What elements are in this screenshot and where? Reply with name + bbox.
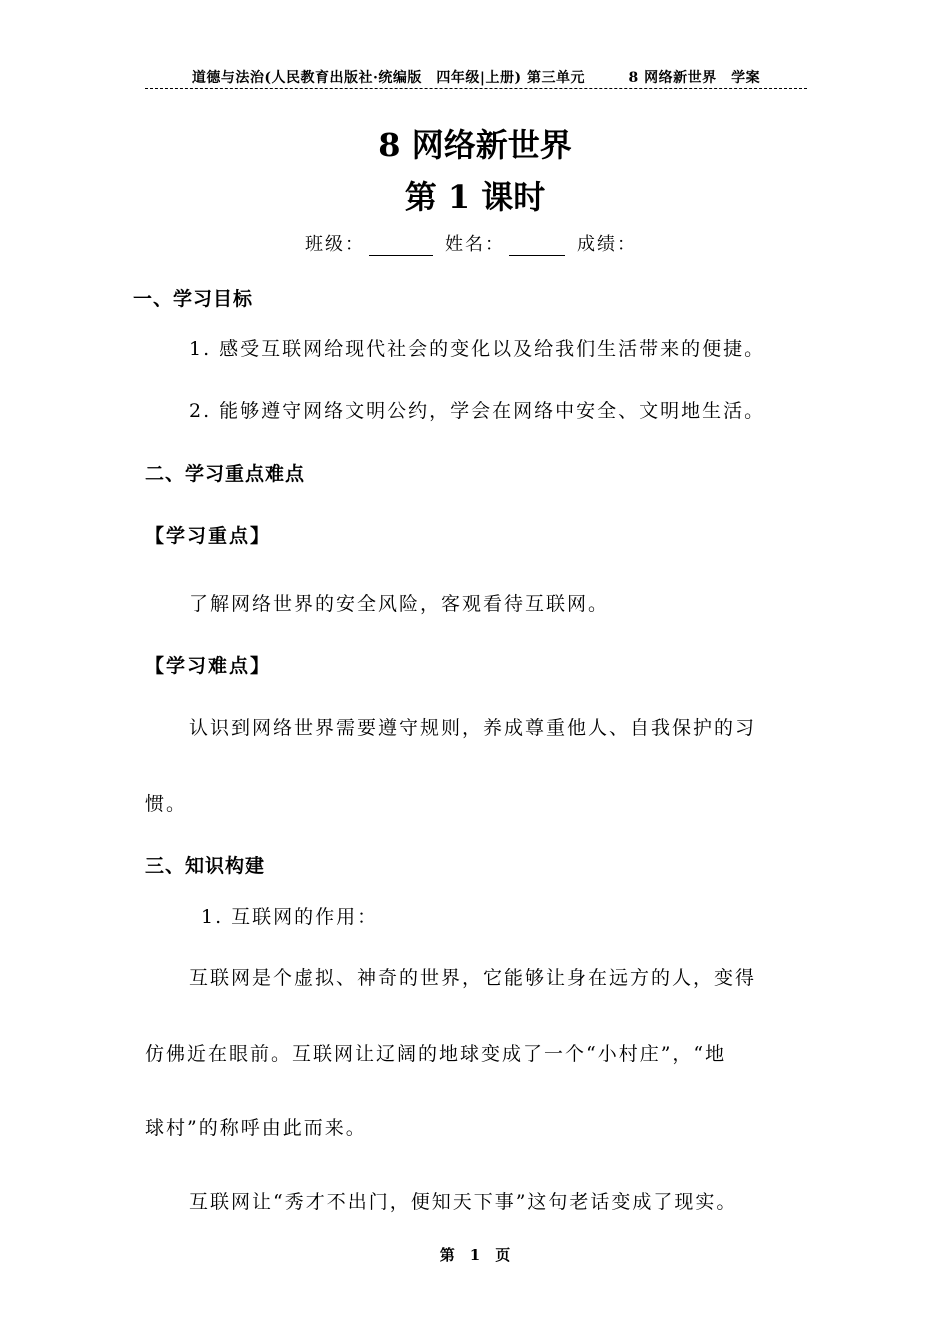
key-point-text: 了解网络世界的安全风险，客观看待互联网。 <box>189 593 610 615</box>
knowledge-subheading: 1. 互联网的作用： <box>201 906 379 928</box>
running-header: 道德与法治(人民教育出版社·统编版 四年级|上册) 第三单元 8 网络新世界 学案 <box>191 70 761 86</box>
header-divider <box>145 88 807 89</box>
knowledge-text-line: 互联网是个虚拟、神奇的世界，它能够让身在远方的人，变得 <box>189 967 757 989</box>
page-number: 第 1 页 <box>439 1246 511 1264</box>
page-title: 8 网络新世界 <box>378 126 572 164</box>
score-label: 成绩： <box>577 234 637 255</box>
student-info-row <box>305 230 637 256</box>
class-label: 班级： <box>305 234 365 255</box>
name-label: 姓名： <box>445 234 505 255</box>
knowledge-text-line: 仿佛近在眼前。互联网让辽阔的地球变成了一个“小村庄”，“地 <box>145 1043 727 1065</box>
difficulty-label: 【学习难点】 <box>145 655 272 677</box>
objective-item: 1. 感受互联网给现代社会的变化以及给我们生活带来的便捷。 <box>189 338 766 360</box>
section-heading-objectives: 一、学习目标 <box>133 288 254 310</box>
knowledge-text-line: 球村”的称呼由此而来。 <box>145 1117 367 1139</box>
section-heading-knowledge: 三、知识构建 <box>145 855 266 877</box>
difficulty-text-line: 惯。 <box>145 793 188 815</box>
objective-item: 2. 能够遵守网络文明公约，学会在网络中安全、文明地生活。 <box>189 400 766 422</box>
section-heading-key-points: 二、学习重点难点 <box>145 463 306 485</box>
lesson-subtitle: 第 1 课时 <box>404 178 546 216</box>
key-point-label: 【学习重点】 <box>145 525 272 547</box>
knowledge-text-line: 互联网让“秀才不出门，便知天下事”这句老话变成了现实。 <box>189 1191 738 1213</box>
name-blank[interactable] <box>509 237 565 256</box>
difficulty-text-line: 认识到网络世界需要遵守规则，养成尊重他人、自我保护的习 <box>189 717 757 739</box>
class-blank[interactable] <box>369 237 433 256</box>
